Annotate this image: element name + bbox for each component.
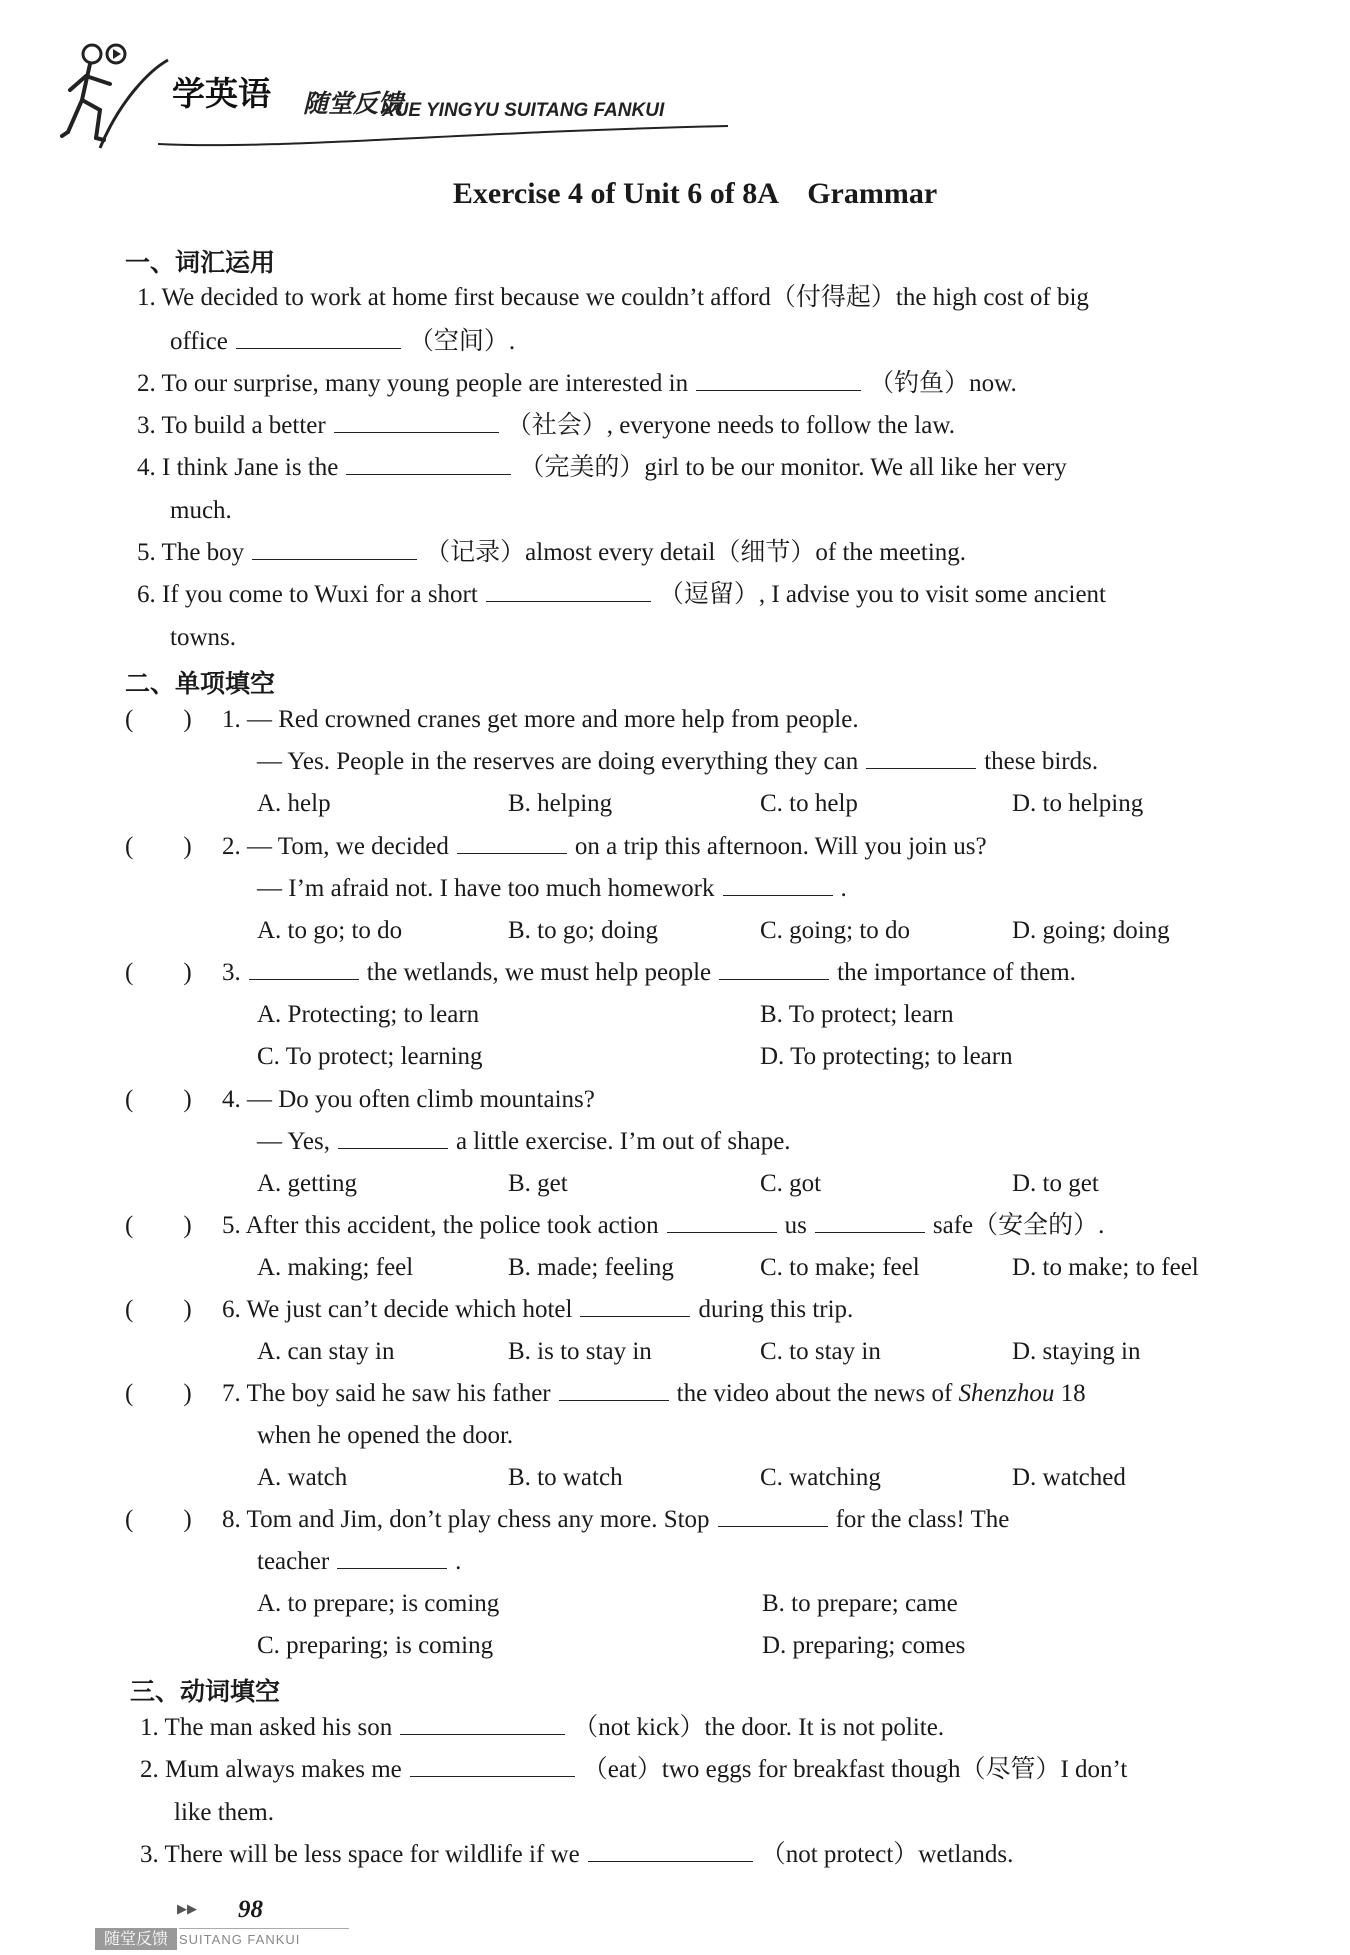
answer-blank[interactable] (588, 1839, 753, 1862)
vocab-text: （逗留）, I advise you to visit some ancient (658, 581, 1106, 608)
header-banner (60, 40, 700, 150)
question-line: 1. — Red crowned cranes get more and more help from people. (222, 706, 859, 733)
vocab-text: 3. To build a better (137, 412, 326, 439)
brand-underline-swoosh (158, 122, 728, 148)
option-b[interactable]: B. is to stay in (508, 1338, 652, 1365)
option-b[interactable]: B. helping (508, 790, 613, 817)
answer-blank[interactable] (696, 368, 861, 391)
runner-logo-icon (60, 40, 170, 150)
answer-blank[interactable] (667, 1210, 777, 1233)
vocab-line (137, 452, 1067, 484)
question-line (257, 746, 1098, 778)
option-b[interactable]: B. To protect; learn (760, 1001, 954, 1028)
answer-blank[interactable] (719, 957, 829, 980)
question-text: a little exercise. I’m out of shape. (455, 1128, 791, 1155)
vocab-text: （完美的）girl to be our monitor. We all like her very (519, 454, 1067, 481)
option-c[interactable]: C. to make; feel (760, 1254, 920, 1281)
question-text: — Yes, (257, 1128, 330, 1155)
vocab-text: 5. The boy (137, 539, 245, 566)
question-text: these birds. (984, 748, 1099, 775)
question-text: 6. We just can’t decide which hotel (222, 1296, 573, 1323)
vocab-line: much. (170, 497, 232, 524)
answer-bracket[interactable]: ( ) (125, 1212, 192, 1239)
answer-blank[interactable] (346, 452, 511, 475)
section-heading-multiple-choice: 二、单项填空 (125, 669, 276, 698)
answer-blank[interactable] (249, 957, 359, 980)
footer-tag-en: SUITANG FANKUI (179, 1932, 301, 1947)
option-b[interactable]: B. get (508, 1170, 568, 1197)
verb-text: （eat）two eggs for breakfast though（尽管）I don’t (582, 1756, 1128, 1783)
answer-blank[interactable] (334, 410, 499, 433)
vocab-text: 4. I think Jane is the (137, 454, 339, 481)
section-heading-verb-fill: 三、动词填空 (130, 1677, 281, 1706)
option-d[interactable]: D. preparing; comes (762, 1632, 966, 1659)
question-text: . (840, 875, 847, 902)
question-text: 8. Tom and Jim, don’t play chess any more. Stop (222, 1506, 710, 1533)
vocab-text: 6. If you come to Wuxi for a short (137, 581, 478, 608)
option-c[interactable]: C. got (760, 1170, 822, 1197)
answer-bracket[interactable]: ( ) (125, 959, 192, 986)
option-d[interactable]: D. staying in (1012, 1338, 1141, 1365)
option-d[interactable]: D. to get (1012, 1170, 1099, 1197)
question-text: during this trip. (698, 1296, 854, 1323)
verb-line (140, 1754, 1127, 1786)
brand-subtitle-cn: 随堂反馈 (303, 89, 404, 118)
question-text: the wetlands, we must help people (366, 959, 712, 986)
answer-bracket[interactable]: ( ) (125, 706, 192, 733)
vocab-line (137, 537, 966, 569)
verb-line (140, 1712, 944, 1744)
verb-line (140, 1839, 1013, 1871)
answer-blank[interactable] (337, 1546, 447, 1569)
answer-blank[interactable] (457, 831, 567, 854)
question-line (222, 1210, 1104, 1242)
option-a[interactable]: A. Protecting; to learn (257, 1001, 480, 1028)
vocab-text: （社会）, everyone needs to follow the law. (506, 412, 956, 439)
page-number: 98 (238, 1896, 263, 1923)
verb-text: 3. There will be less space for wildlife if we (140, 1841, 580, 1868)
verb-line: like them. (174, 1799, 274, 1826)
vocab-text: （钓鱼）now. (869, 370, 1017, 397)
option-a[interactable]: A. watch (257, 1464, 348, 1491)
answer-bracket[interactable]: ( ) (125, 1296, 192, 1323)
vocab-line (137, 579, 1106, 611)
double-arrow-icon: ▶▶ (177, 1902, 197, 1917)
option-b[interactable]: B. to watch (508, 1464, 623, 1491)
question-text: 5. After this accident, the police took action (222, 1212, 659, 1239)
question-text: on a trip this afternoon. Will you join us? (574, 833, 987, 860)
verb-text: （not protect）wetlands. (760, 1841, 1014, 1868)
answer-bracket[interactable]: ( ) (125, 1506, 192, 1533)
answer-bracket[interactable]: ( ) (125, 833, 192, 860)
question-text: us (784, 1212, 807, 1239)
option-d[interactable]: D. to helping (1012, 790, 1144, 817)
answer-blank[interactable] (559, 1378, 669, 1401)
option-d[interactable]: D. watched (1012, 1464, 1126, 1491)
question-text: the importance of them. (837, 959, 1076, 986)
question-text: safe（安全的）. (932, 1212, 1105, 1239)
question-text: 7. The boy said he saw his father (222, 1380, 551, 1407)
answer-bracket[interactable]: ( ) (125, 1380, 192, 1407)
question-line (222, 957, 1076, 989)
question-text: . (455, 1548, 462, 1575)
option-d[interactable]: D. To protecting; to learn (760, 1043, 1013, 1070)
option-a[interactable]: A. making; feel (257, 1254, 414, 1281)
question-line (222, 831, 987, 863)
footer-divider (179, 1928, 349, 1929)
question-text: 18 (1060, 1380, 1086, 1407)
vocab-line: 1. We decided to work at home first because we couldn’t afford（付得起）the high cost of big (137, 284, 1089, 311)
page-footer (95, 1890, 355, 1950)
page-title: Exercise 4 of Unit 6 of 8A Grammar (452, 177, 938, 210)
question-line (257, 1546, 461, 1578)
question-text: 3. (222, 959, 241, 986)
question-text: — Yes. People in the reserves are doing everything they can (257, 748, 859, 775)
footer-tag-cn: 随堂反馈 (95, 1928, 177, 1950)
vocab-line: towns. (170, 624, 236, 651)
answer-blank[interactable] (400, 1712, 565, 1735)
option-c[interactable]: C. to stay in (760, 1338, 881, 1365)
vocab-text: （记录）almost every detail（细节）of the meeting. (425, 539, 967, 566)
option-c[interactable]: C. To protect; learning (257, 1043, 483, 1070)
option-c[interactable]: C. watching (760, 1464, 881, 1491)
vocab-text: （空间）. (408, 328, 516, 355)
question-line (257, 1126, 791, 1158)
answer-blank[interactable] (866, 746, 976, 769)
question-text: the video about the news of (676, 1380, 953, 1407)
answer-blank[interactable] (338, 1126, 448, 1149)
section-heading-vocabulary: 一、词汇运用 (125, 248, 276, 277)
answer-blank[interactable] (252, 537, 417, 560)
vocab-line (137, 368, 1017, 400)
question-text-italic: Shenzhou (958, 1380, 1055, 1407)
option-c[interactable]: C. to help (760, 790, 858, 817)
vocab-text: office (170, 328, 228, 355)
option-a[interactable]: A. to go; to do (257, 917, 403, 944)
answer-blank[interactable] (486, 579, 651, 602)
option-d[interactable]: D. to make; to feel (1012, 1254, 1199, 1281)
option-a[interactable]: A. help (257, 790, 331, 817)
answer-blank[interactable] (236, 326, 401, 349)
answer-bracket[interactable]: ( ) (125, 1086, 192, 1113)
answer-blank[interactable] (580, 1294, 690, 1317)
verb-text: （not kick）the door. It is not polite. (573, 1714, 945, 1741)
question-line (257, 873, 847, 905)
answer-blank[interactable] (815, 1210, 925, 1233)
vocab-line (137, 410, 955, 442)
option-d[interactable]: D. going; doing (1012, 917, 1170, 944)
question-text: — I’m afraid not. I have too much homework (257, 875, 715, 902)
answer-blank[interactable] (718, 1504, 828, 1527)
option-c[interactable]: C. preparing; is coming (257, 1632, 494, 1659)
question-text: for the class! The (835, 1506, 1010, 1533)
question-line (222, 1378, 1086, 1410)
verb-text: 1. The man asked his son (140, 1714, 393, 1741)
option-b[interactable]: B. made; feeling (508, 1254, 674, 1281)
question-text: 2. — Tom, we decided (222, 833, 449, 860)
brand-title-cn: 学英语 (172, 74, 271, 113)
option-a[interactable]: A. can stay in (257, 1338, 395, 1365)
option-a[interactable]: A. getting (257, 1170, 357, 1197)
brand-subtitle-en: XUE YINGYU SUITANG FANKUI (382, 100, 665, 121)
question-line: 4. — Do you often climb mountains? (222, 1086, 595, 1113)
vocab-text: 2. To our surprise, many young people are interested in (137, 370, 689, 397)
verb-text: 2. Mum always makes me (140, 1756, 402, 1783)
option-a[interactable]: A. to prepare; is coming (257, 1590, 500, 1617)
vocab-line (170, 326, 515, 358)
question-line (222, 1504, 1009, 1536)
option-c[interactable]: C. going; to do (760, 917, 911, 944)
answer-blank[interactable] (723, 873, 833, 896)
question-line: when he opened the door. (257, 1422, 514, 1449)
option-b[interactable]: B. to go; doing (508, 917, 659, 944)
option-b[interactable]: B. to prepare; came (762, 1590, 958, 1617)
answer-blank[interactable] (410, 1754, 575, 1777)
question-line (222, 1294, 853, 1326)
question-text: teacher (257, 1548, 330, 1575)
